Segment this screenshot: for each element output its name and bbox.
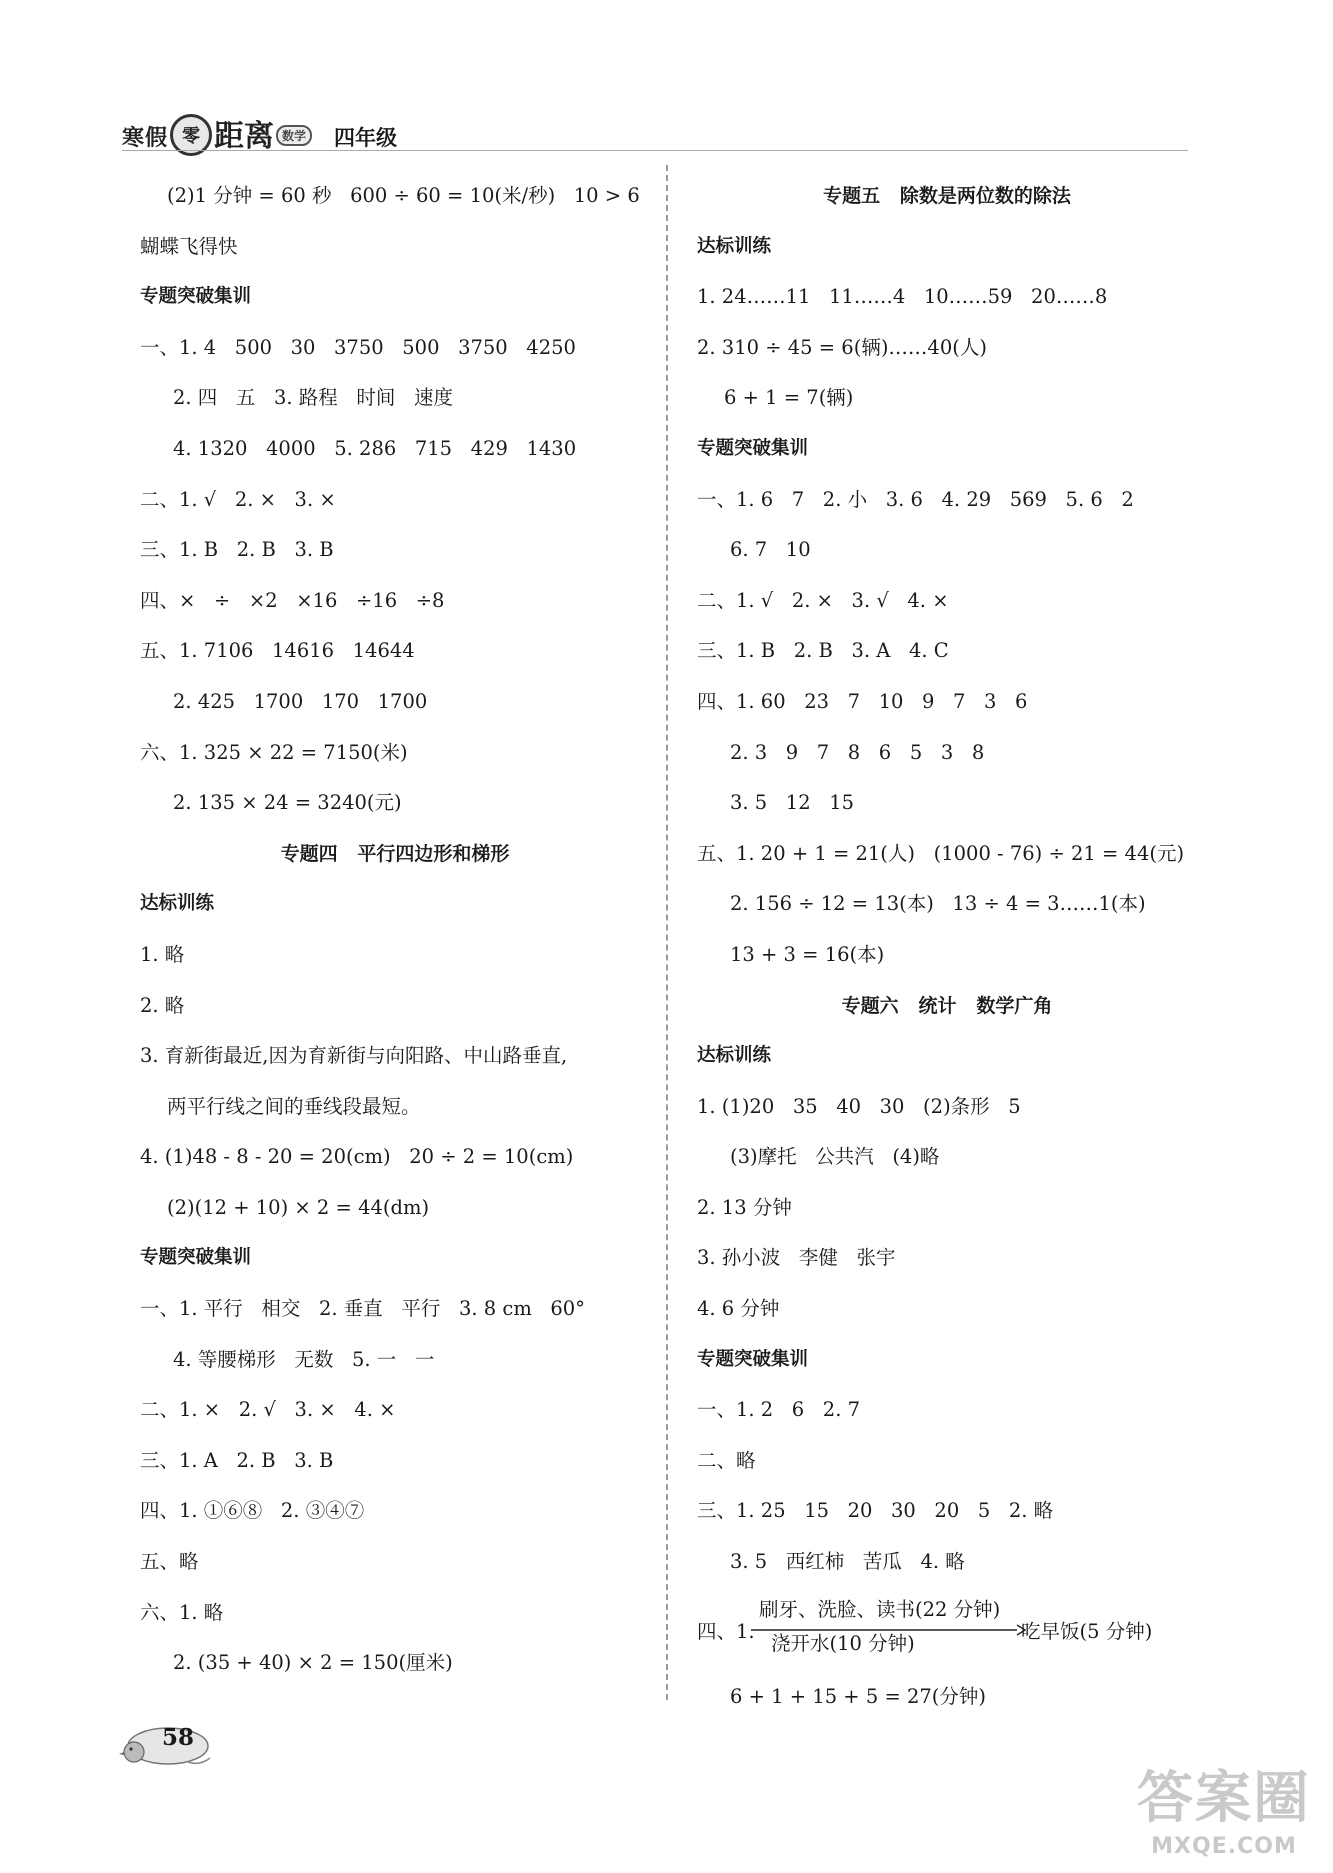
answer-line: 4. 等腰梯形 无数 5. 一 一 [173, 1347, 435, 1371]
answer-line: 2. 425 1700 170 1700 [173, 689, 428, 713]
section-title: 专题四 平行四边形和梯形 [280, 842, 510, 865]
answer-line: 一、1. 4 500 30 3750 500 3750 4250 [140, 335, 576, 359]
watermark-title: 答案圈 [1137, 1766, 1311, 1831]
answer-line: 3. 孙小波 李健 张宇 [697, 1246, 896, 1270]
answer-line: 两平行线之间的垂线段最短。 [167, 1094, 421, 1118]
answer-line: 4. 1320 4000 5. 286 715 429 1430 [173, 436, 577, 460]
subsection-heading: 专题突破集训 [140, 286, 252, 308]
answer-line: 一、1. 2 6 2. 7 [697, 1398, 861, 1422]
subsection-heading: 专题突破集训 [140, 1247, 252, 1269]
header-rule [122, 150, 1188, 151]
answer-line: 三、1. 25 15 20 30 20 5 2. 略 [697, 1499, 1054, 1523]
section-title: 专题六 统计 数学广角 [841, 994, 1053, 1017]
answer-line: (2)1 分钟 = 60 秒 600 ÷ 60 = 10(米/秒) 10 > 6 [167, 184, 640, 207]
answer-line: 四、1. 60 23 7 10 9 7 3 6 [697, 689, 1028, 713]
answer-line: (2)(12 + 10) × 2 = 44(dm) [167, 1195, 430, 1219]
answer-line: 一、1. 6 7 2. 小 3. 6 4. 29 569 5. 6 2 [697, 487, 1134, 511]
answer-line: 1. 略 [140, 942, 185, 966]
answer-line: 2. 3 9 7 8 6 5 3 8 [730, 740, 985, 764]
answer-line: 四、1. ①⑥⑧ 2. ③④⑦ [140, 1499, 365, 1523]
answer-line: 一、1. 平行 相交 2. 垂直 平行 3. 8 cm 60° [140, 1297, 585, 1321]
section-title: 专题五 除数是两位数的除法 [823, 185, 1071, 207]
flow-prefix: 四、1. [697, 1619, 755, 1643]
page-number: 58 [162, 1724, 195, 1751]
answer-line: 4. 6 分钟 [697, 1297, 780, 1321]
answer-line: 4. (1)48 - 8 - 20 = 20(cm) 20 ÷ 2 = 10(cm) [140, 1145, 574, 1169]
left-column [140, 171, 650, 1689]
bird-icon [124, 1742, 144, 1762]
answer-line: 13 + 3 = 16(本) [730, 942, 885, 966]
answer-line: 1. 24……11 11……4 10……59 20……8 [697, 285, 1108, 309]
answer-line: 6 + 1 = 7(辆) [724, 386, 854, 410]
answer-line: 蝴蝶飞得快 [140, 234, 238, 258]
answer-line: 二、1. √ 2. × 3. × [140, 487, 336, 511]
answer-line: 四、× ÷ ×2 ×16 ÷16 ÷8 [140, 588, 445, 612]
grade-label: 四年级 [334, 126, 398, 150]
flow-bottom-label: 浇开水(10 分钟) [771, 1631, 915, 1655]
column-divider [666, 165, 668, 1700]
flow-top-label: 刷牙、洗脸、读书(22 分钟) [759, 1597, 1001, 1621]
answer-line: 2. 略 [140, 993, 185, 1017]
answer-line: 三、1. B 2. B 3. B [140, 538, 334, 562]
watermark-url: MXQE.COM [1151, 1834, 1297, 1859]
subsection-heading: 达标训练 [697, 1045, 772, 1067]
subsection-heading: 专题突破集训 [697, 437, 809, 459]
answer-line: 3. 5 西红柿 苦瓜 4. 略 [730, 1550, 965, 1574]
answer-line: 1. (1)20 35 40 30 (2)条形 5 [697, 1094, 1021, 1118]
answer-line: 五、略 [140, 1550, 199, 1574]
answer-line: 3. 5 12 15 [730, 791, 855, 815]
answer-line: 五、1. 7106 14616 14644 [140, 639, 415, 663]
answer-line: 2. 135 × 24 = 3240(元) [173, 791, 402, 815]
answer-line: 2. (35 + 40) × 2 = 150(厘米) [173, 1651, 453, 1675]
flow-result: 6 + 1 + 15 + 5 = 27(分钟) [730, 1684, 987, 1708]
logo-subject-tag: 数学 [276, 125, 312, 146]
subsection-heading: 达标训练 [697, 235, 772, 257]
logo-zero-badge: 零 [170, 114, 212, 156]
answer-line: 2. 156 ÷ 12 = 13(本) 13 ÷ 4 = 3……1(本) [730, 892, 1146, 916]
right-column [697, 171, 1197, 1722]
flow-tail-label: 吃早饭(5 分钟) [1021, 1619, 1153, 1643]
morning-routine-flow [697, 1588, 1197, 1672]
answer-line: 2. 13 分钟 [697, 1195, 792, 1219]
answer-line: 二、1. √ 2. × 3. √ 4. × [697, 588, 949, 612]
answer-line: 六、1. 略 [140, 1600, 224, 1624]
answer-line: 2. 310 ÷ 45 = 6(辆)……40(人) [697, 335, 987, 359]
answer-line: 2. 四 五 3. 路程 时间 速度 [173, 386, 453, 410]
answer-line: 五、1. 20 + 1 = 21(人) (1000 - 76) ÷ 21 = 44(元) [697, 841, 1185, 865]
watermark [1137, 1754, 1311, 1859]
logo-text-part2: 距离 [214, 119, 275, 154]
answer-line: 三、1. B 2. B 3. A 4. C [697, 639, 949, 663]
subsection-heading: 达标训练 [140, 893, 215, 915]
answer-line: (3)摩托 公共汽 (4)略 [730, 1145, 940, 1169]
answer-line: 六、1. 325 × 22 = 7150(米) [140, 740, 408, 764]
answer-line: 三、1. A 2. B 3. B [140, 1448, 334, 1472]
answer-line: 3. 育新街最近,因为育新街与向阳路、中山路垂直, [140, 1044, 568, 1068]
answer-line: 6. 7 10 [730, 538, 811, 562]
subsection-heading: 专题突破集训 [697, 1348, 809, 1370]
logo-text-part1: 寒假 [122, 126, 169, 151]
answer-line: 二、略 [697, 1448, 756, 1472]
answer-line: 二、1. × 2. √ 3. × 4. × [140, 1398, 396, 1422]
